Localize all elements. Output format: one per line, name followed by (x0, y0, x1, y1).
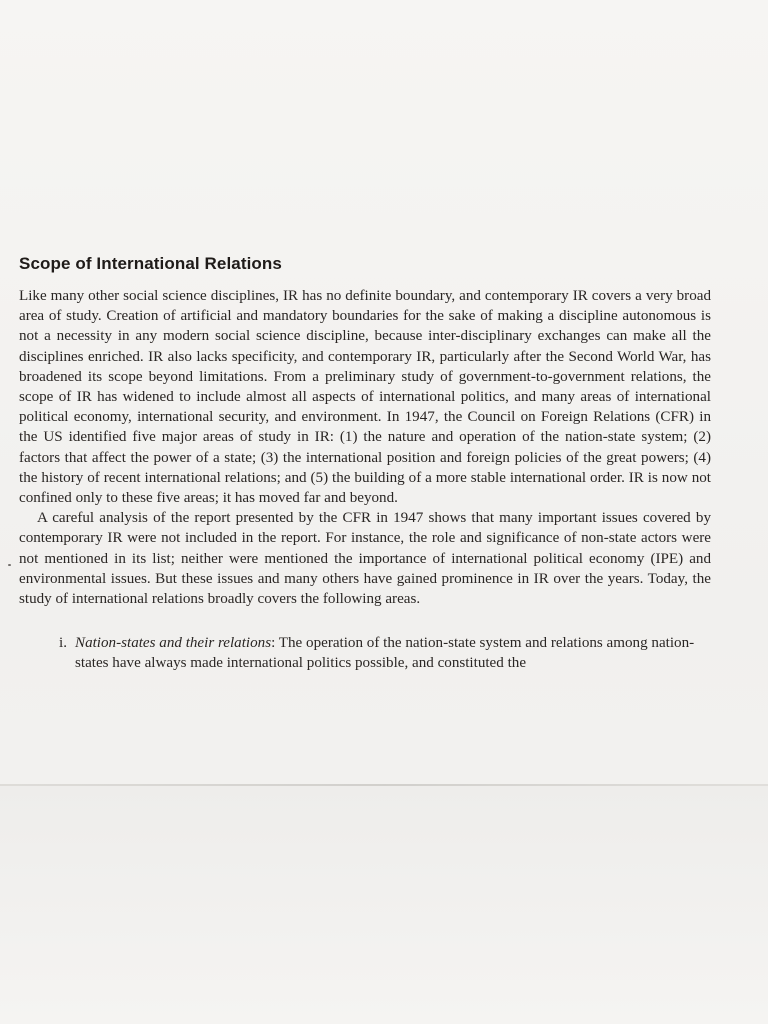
paragraph-1: Like many other social science disciplines, IR has no definite boundary, and contemporary IR covers a very broad area of study. Creation of artificial and mandatory boundaries for the sake of making a discipline autonomous is not a necessity in any modern social science discipline, because inter-disciplinary exchanges can make all the disciplines enriched. IR also lacks specificity, and contemporary IR, particularly after the Second World War, has broadened its scope beyond limitations. From a preliminary study of government-to-government relations, the scope of IR has widened to include almost all aspects of international politics, and many areas of international political economy, international security, and environment. In 1947, the Council on Foreign Relations (CFR) in the US identified five major areas of study in IR: (1) the nature and operation of the nation-state system; (2) factors that affect the power of a state; (3) the international position and foreign policies of the great powers; (4) the history of recent international relations; and (5) the building of a more stable international order. IR is now not confined only to these five areas; it has moved far and beyond. (19, 288, 711, 507)
list-item-term: Nation-states and their relations (75, 635, 272, 652)
list-item-text: : The operation of the nation-state system and relations among nation-states have always made international politics possible, and constituted the (75, 635, 695, 672)
ink-speck (8, 564, 11, 566)
areas-list (19, 633, 711, 673)
lower-sheet (0, 786, 768, 1024)
list-item-body (71, 633, 711, 673)
list-marker: i. (59, 635, 67, 652)
list-item (19, 633, 711, 673)
section-heading: Scope of International Relations (19, 254, 282, 273)
document-body (19, 254, 711, 674)
paragraph-2: A careful analysis of the report presented by the CFR in 1947 shows that many important issues covered by contemporary IR were not included in the report. For instance, the role and significance of non-state actors were not mentioned in its list; neither were mentioned the importance of international political economy (IPE) and environmental issues. But these issues and many others have gained prominence in IR over the years. Today, the study of international relations broadly covers the following areas. (19, 510, 711, 608)
